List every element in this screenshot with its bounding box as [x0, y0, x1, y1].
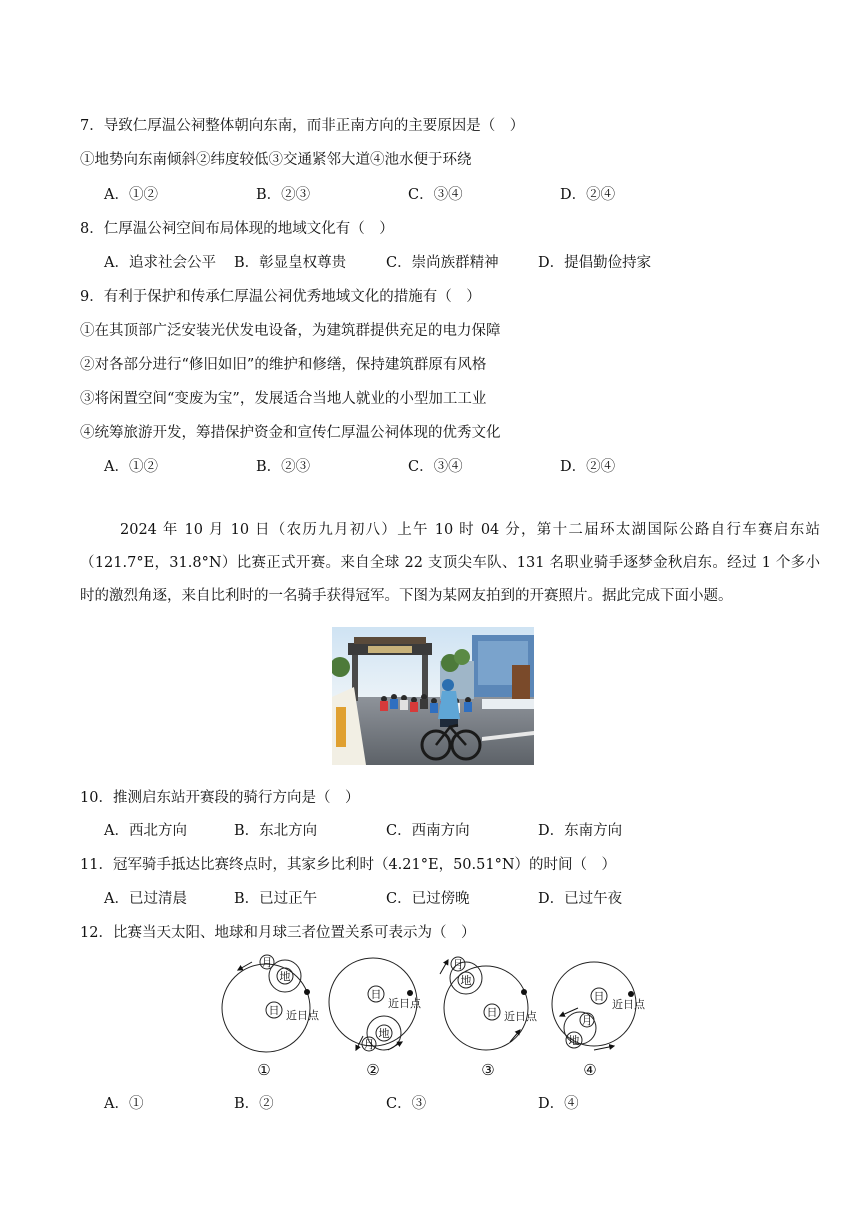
q7-option-a[interactable]: A．①②: [104, 187, 158, 203]
q10-option-a[interactable]: A．西北方向: [104, 823, 187, 839]
q8-option-c[interactable]: C．崇尚族群精神: [386, 255, 499, 271]
moon-label: 月: [261, 956, 273, 969]
sun-label: 日: [268, 1004, 280, 1017]
q12-option-d[interactable]: D．④: [538, 1096, 579, 1112]
q9-options: [104, 455, 712, 476]
q10-stem: 10．推测启东站开赛段的骑行方向是（ ）: [80, 790, 360, 806]
perihelion-label: 近日点: [286, 1009, 319, 1022]
perihelion-point: [304, 989, 310, 995]
q12-option-b[interactable]: B．②: [234, 1096, 274, 1112]
q10-option-d[interactable]: D．东南方向: [538, 823, 623, 839]
diagram-label-4: ④: [583, 1061, 597, 1079]
passage: [80, 514, 820, 613]
q10-option-b[interactable]: B．东北方向: [234, 823, 318, 839]
sun-label: 日: [593, 990, 605, 1003]
perihelion-point: [628, 991, 634, 997]
earth-label: 地: [279, 970, 291, 983]
q11-options: [104, 887, 690, 908]
earth-label: 地: [568, 1034, 580, 1047]
q9-statement-2: ②对各部分进行“修旧如旧”的维护和修缮，保持建筑群原有风格: [80, 357, 487, 373]
q10-option-c[interactable]: C．西南方向: [386, 823, 470, 839]
diagram-3: [440, 957, 538, 1079]
q8-options: [104, 251, 690, 272]
q11-option-a[interactable]: A．已过清晨: [104, 891, 187, 907]
q7-option-b[interactable]: B．②③: [256, 187, 311, 203]
q12-option-a[interactable]: A．①: [104, 1096, 144, 1112]
race-photo: [332, 627, 534, 765]
q8-option-a[interactable]: A．追求社会公平: [104, 255, 216, 271]
passage-text: 2024 年 10 月 10 日（农历九月初八）上午 10 时 04 分，第十二届环太湖国际公路自行车赛启东站（121.7°E，31.8°N）比赛正式开赛。来自全球 22 支顶尖车队、131 名职业骑手逐梦金秋启东。经过 1 个多小时的激烈角逐，来自比利时的一名骑手获得冠军。下图为某网友拍到的开赛照片。据此完成下面小题。: [80, 522, 820, 604]
orbit-diagrams: [218, 950, 658, 1085]
perihelion-point: [407, 990, 413, 996]
earth-label: 地: [378, 1027, 390, 1040]
q7-stem: 7．导致仁厚温公祠整体朝向东南，而非正南方向的主要原因是（ ）: [80, 118, 525, 134]
diagram-label-1: ①: [257, 1061, 271, 1079]
earth-label: 地: [460, 974, 472, 987]
q12-option-c[interactable]: C．③: [386, 1096, 427, 1112]
q11-option-d[interactable]: D．已过午夜: [538, 891, 623, 907]
moon-label: 月: [581, 1014, 593, 1027]
diagram-4: [552, 962, 646, 1079]
q9-option-b[interactable]: B．②③: [256, 459, 311, 475]
q11-option-b[interactable]: B．已过正午: [234, 891, 318, 907]
q9-statement-3: ③将闲置空间“变废为宝”，发展适合当地人就业的小型加工工业: [80, 391, 487, 407]
q12-options: [104, 1092, 690, 1113]
q7-option-d[interactable]: D．②④: [560, 187, 616, 203]
q9-option-a[interactable]: A．①②: [104, 459, 158, 475]
q9-statement-4: ④统筹旅游开发，筹措保护资金和宣传仁厚温公祠体现的优秀文化: [80, 425, 501, 441]
q9-option-c[interactable]: C．③④: [408, 459, 463, 475]
perihelion-label: 近日点: [612, 998, 645, 1011]
q11-stem: 11．冠军骑手抵达比赛终点时，其家乡比利时（4.21°E，50.51°N）的时间（ ）: [80, 857, 617, 873]
sun-label: 日: [486, 1006, 498, 1019]
diagram-1: [222, 955, 320, 1079]
q11-option-c[interactable]: C．已过傍晚: [386, 891, 470, 907]
diagram-label-3: ③: [481, 1061, 495, 1079]
moon-label: 月: [363, 1038, 375, 1051]
moon-label: 月: [452, 958, 464, 971]
perihelion-label: 近日点: [504, 1010, 537, 1023]
q8-stem: 8．仁厚温公祠空间布局体现的地域文化有（ ）: [80, 221, 394, 237]
q9-option-d[interactable]: D．②④: [560, 459, 616, 475]
q9-stem: 9．有利于保护和传承仁厚温公祠优秀地域文化的措施有（ ）: [80, 289, 481, 305]
q7-statements: ①地势向东南倾斜②纬度较低③交通紧邻大道④池水便于环绕: [80, 152, 472, 168]
perihelion-point: [521, 989, 527, 995]
diagram-label-2: ②: [366, 1061, 380, 1079]
q8-option-d[interactable]: D．提倡勤俭持家: [538, 255, 652, 271]
q10-options: [104, 819, 690, 840]
sun-label: 日: [370, 988, 382, 1001]
q7-option-c[interactable]: C．③④: [408, 187, 463, 203]
q12-stem: 12．比赛当天太阳、地球和月球三者位置关系可表示为（ ）: [80, 925, 476, 941]
perihelion-label: 近日点: [388, 997, 421, 1010]
q8-option-b[interactable]: B．彰显皇权尊贵: [234, 255, 347, 271]
q7-options: [104, 183, 712, 204]
diagram-2: [329, 958, 422, 1079]
q9-statement-1: ①在其顶部广泛安装光伏发电设备，为建筑群提供充足的电力保障: [80, 323, 501, 339]
